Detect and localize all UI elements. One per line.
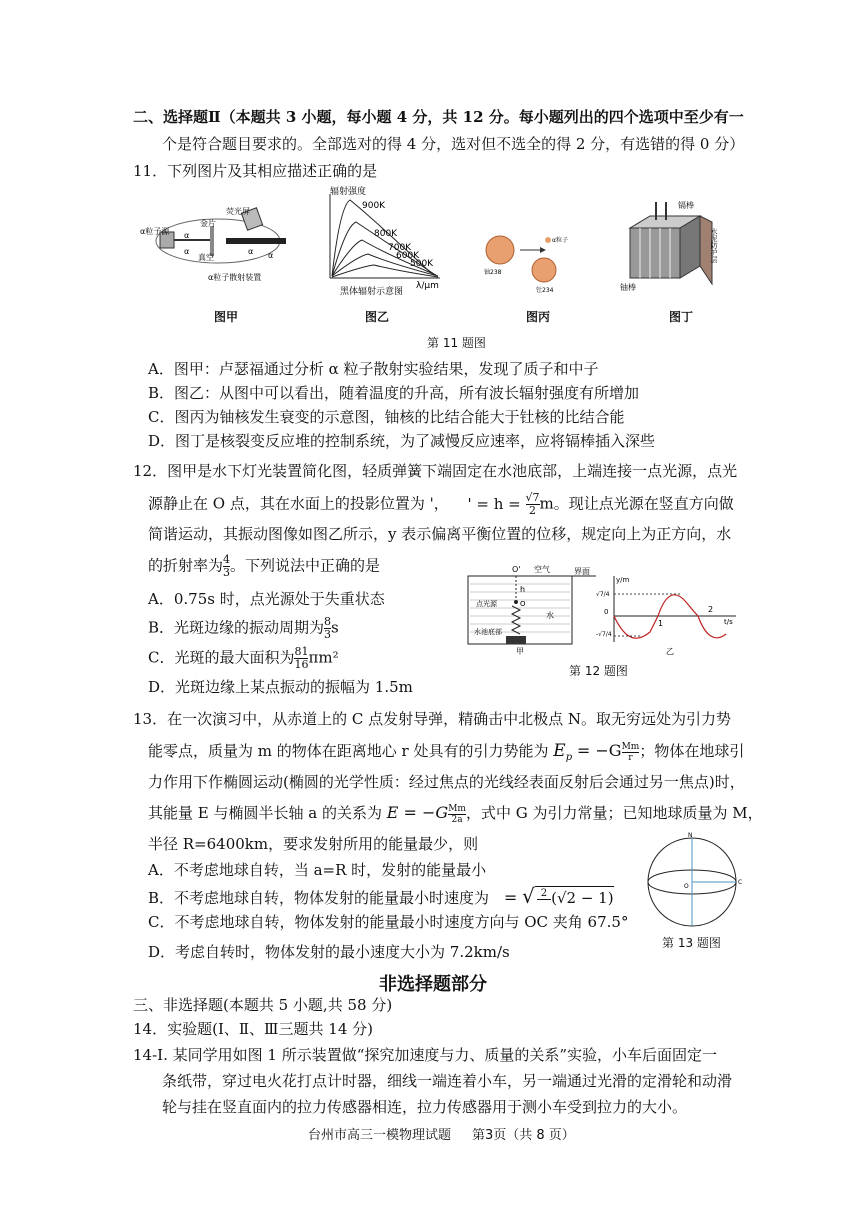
q12-option-b-den: 3: [324, 628, 332, 641]
q13-option-b-eq: =: [503, 888, 518, 907]
q13-eq1-frac: [622, 742, 640, 763]
jia-label-a2: α: [184, 247, 190, 256]
jia-label-a4: α: [268, 251, 274, 260]
q12-fig-air: 空气: [534, 565, 550, 574]
q12-fig-source: 点光源: [476, 600, 497, 608]
section2-text-1: 二、选择题Ⅱ（本题共 3 小题，每小题 4 分，共 12 分。每小题列出的四个选项中至少有一: [133, 108, 744, 126]
q13-fig-C: C: [738, 879, 743, 886]
footer-page: 第3页（共 8 页）: [472, 1128, 575, 1143]
bing-label-alpha: α粒子: [552, 237, 568, 244]
q13-line5: 半径 R=6400km，要求发射所用的能量最少，则: [148, 835, 479, 853]
q11-fig-bing-caption: 图丙: [526, 310, 551, 324]
q11-option-d: D．图丁是核裂变反应堆的控制系统，为了减慢反应速率，应将镉棒插入深些: [148, 432, 656, 450]
q11-option-b: B．图乙：从图中可以看出，随着温度的升高，所有波长辐射强度有所增加: [148, 384, 640, 402]
bing-label-th234: 钍234: [536, 287, 554, 294]
q12-fig-jia-label: 甲: [516, 647, 524, 656]
q12-frac-h: [526, 492, 540, 517]
q13-eq2-frac: [448, 804, 466, 825]
footer-school: 台州市高三一模物理试题: [308, 1128, 452, 1143]
section2-line2: 个是符合题目要求的。全部选对的得 4 分，选对但不选全的得 2 分，有选错的得 0 分）: [162, 135, 745, 153]
q13-ep-sub: p: [565, 752, 573, 763]
q12-fig-bottom: 水池底部: [474, 628, 502, 636]
q12-line4-b: 。下列说法中正确的是: [230, 556, 381, 575]
q12-fig-h: h: [520, 585, 526, 594]
q12-fig-x1: 1: [658, 619, 664, 628]
q12-option-c-unit: πm²: [308, 648, 339, 667]
q12-option-b-num: 8: [324, 615, 332, 628]
q12-option-a: A．0.75s 时，点光源处于失重状态: [148, 590, 385, 608]
q13-line4-b: ，式中 G 为引力常量；已知地球质量为 M，: [465, 804, 763, 822]
q12-option-b-unit: s: [331, 618, 339, 637]
ding-label-cd: 镉棒: [678, 201, 694, 210]
bing-label-u238: 铀238: [484, 269, 502, 276]
q11-figure-bing: [478, 222, 588, 294]
q13-eq1: = −G: [576, 741, 622, 760]
q11-figure-yi: [310, 186, 450, 296]
q11-fig-ding-caption: 图丁: [669, 310, 694, 324]
q11-stem: 11．下列图片及其相应描述正确的是: [133, 162, 378, 180]
q14I-line1: 14-Ⅰ. 某同学用如图 1 所示装置做“探究加速度与力、质量的关系”实验，小车后面固定一: [133, 1046, 718, 1064]
q13-option-b: [148, 885, 614, 911]
q12-line2-c: m。现让点光源在竖直方向做: [539, 494, 734, 513]
jia-label-gold: 金片: [200, 219, 216, 228]
q12-option-c-text: C．光斑的最大面积为: [148, 648, 295, 667]
q13-option-b-rest: (√2 − 1): [551, 889, 614, 907]
q12-line2: [148, 492, 734, 517]
q12-frac-n-num: 4: [223, 553, 231, 566]
q12-fig-x2: 2: [708, 605, 714, 614]
q12-option-c-frac: [294, 646, 308, 671]
ding-label-cement: 水泥防护层: [710, 228, 718, 263]
q12-option-b-frac: [324, 616, 331, 641]
q13-figure-caption: 第 13 题图: [662, 936, 721, 950]
jia-label-vacuum: 真空: [198, 253, 214, 262]
q14-heading: 14．实验题(Ⅰ、Ⅱ、Ⅲ三题共 14 分): [133, 1020, 374, 1038]
q12-option-c: [148, 646, 339, 671]
q13-line2-b: ；物体在地球引: [639, 742, 745, 760]
q12-fig-xlabel: t/s: [724, 618, 733, 626]
yi-curve-700: 700K: [388, 243, 412, 253]
yi-curve-600: 600K: [396, 251, 420, 261]
q11-figure-ding: [620, 198, 730, 294]
yi-curve-800: 800K: [374, 229, 398, 239]
q13-fig-N: N: [688, 832, 693, 839]
q12-figure-jia: [466, 562, 602, 656]
jia-label-a3: α: [248, 247, 254, 256]
q13-eq2: E = −G: [386, 803, 449, 822]
q13-line4: [148, 802, 763, 825]
yi-curve-500: 500K: [410, 259, 434, 269]
q12-line2-a: 源静止在 O 点，其在水面上的投影位置为 '，: [148, 494, 449, 513]
q11-fig-jia-caption: 图甲: [214, 310, 239, 324]
q12-fig-yzero: 0: [604, 608, 609, 616]
q11-option-a: A．图甲：卢瑟福通过分析 α 粒子散射实验结果，发现了质子和中子: [148, 360, 599, 378]
q13-option-a: A．不考虑地球自转，当 a=R 时，发射的能量最小: [148, 861, 487, 879]
q11-figure-jia: [140, 196, 298, 286]
q12-line3: 简谐运动，其振动图像如图乙所示，y 表示偏离平衡位置的位移，规定向上为正方向，水: [148, 525, 732, 543]
q13-option-b-sqrt-sign: √: [522, 884, 535, 908]
q13-eq2-den: 2a: [451, 814, 463, 825]
q13-line2-a: 能零点，质量为 m 的物体在距离地心 r 处具有的引力势能为: [148, 742, 549, 760]
q11-option-c: C．图丙为铀核发生衰变的示意图，铀核的比结合能大于钍核的比结合能: [148, 408, 625, 426]
q13-line1: 13．在一次演习中，从赤道上的 C 点发射导弹，精确击中北极点 N。取无穷远处为引力势: [133, 710, 731, 728]
q13-eq1-num: Mm: [621, 741, 640, 752]
q13-option-b-frac: [537, 888, 551, 911]
q13-eq1-den: r: [628, 752, 633, 763]
yi-ylabel: 辐射强度: [330, 187, 367, 197]
q12-fig-ybot: -√7/4: [596, 631, 612, 638]
q14I-line3: 轮与挂在竖直面内的拉力传感器相连，拉力传感器用于测小车受到拉力的大小。: [162, 1098, 688, 1116]
yi-xlabel: λ/μm: [416, 281, 439, 291]
section2-line1: [133, 106, 744, 128]
q12-line4: [148, 554, 380, 579]
q13-option-b-radicand: [535, 886, 614, 911]
jia-label-device: α粒子散射装置: [208, 273, 262, 282]
yi-curve-900: 900K: [362, 201, 386, 211]
q13-option-b-text: B．不考虑地球自转，物体发射的能量最小时速度为: [148, 889, 490, 907]
section3-heading: 三、非选择题(本题共 5 小题,共 58 分): [133, 996, 393, 1014]
part2-heading: 非选择题部分: [379, 974, 487, 995]
q12-fig-ylabel: y/m: [616, 576, 630, 584]
q13-line2: [148, 740, 744, 769]
q12-fig-O-prime: O': [512, 565, 521, 574]
q12-line4-a: 的折射率为: [148, 556, 224, 575]
q11-figure-caption: 第 11 题图: [427, 336, 486, 350]
q12-frac-n: [223, 554, 230, 579]
q12-option-c-den: 16: [294, 658, 309, 671]
q13-option-c: C．不考虑地球自转，物体发射的能量最小时速度方向与 OC 夹角 67.5°: [148, 913, 629, 931]
q12-frac-h-den: 2: [529, 504, 537, 517]
q13-line4-a: 其能量 E 与椭圆半长轴 a 的关系为: [148, 804, 382, 822]
q12-line1: 12．图甲是水下灯光装置简化图，轻质弹簧下端固定在水池底部，上端连接一点光源，点光: [133, 462, 738, 480]
q12-fig-water: 水: [546, 611, 554, 620]
jia-label-screen: 荧光屏: [226, 207, 250, 216]
q13-ep: E: [553, 741, 566, 761]
q12-figure-yi: [596, 572, 746, 656]
jia-label-a1: α: [184, 231, 190, 240]
q12-fig-interface: 界面: [574, 567, 590, 576]
q12-option-c-num: 81: [294, 645, 309, 658]
q12-fig-yi-label: 乙: [666, 647, 674, 656]
q12-line2-b: ' = h =: [467, 494, 521, 513]
q13-option-b-num: 2: [537, 888, 551, 900]
yi-title: 黑体辐射示意图: [340, 287, 404, 297]
q13-option-d: D．考虑自转时，物体发射的最小速度大小为 7.2km/s: [148, 943, 510, 961]
q11-fig-yi-caption: 图乙: [365, 310, 390, 324]
q13-figure: [642, 832, 746, 930]
q13-eq2-num: Mm: [448, 803, 466, 814]
q13-line3: 力作用下作椭圆运动(椭圆的光学性质：经过焦点的光线经表面反射后会通过另一焦点)时，: [148, 773, 745, 791]
ding-label-u: 铀棒: [620, 283, 636, 292]
q14I-line2: 条纸带，穿过电火花打点计时器，细线一端连着小车，另一端通过光滑的定滑轮和动滑: [162, 1072, 733, 1090]
jia-label-source: α粒子源: [140, 227, 170, 236]
q12-frac-n-den: 3: [223, 566, 231, 579]
q12-option-b-text: B．光斑边缘的振动周期为: [148, 618, 325, 637]
q12-fig-O: O: [520, 600, 526, 608]
q12-option-d: D．光斑边缘上某点振动的振幅为 1.5m: [148, 678, 413, 696]
q12-frac-h-num: √7: [525, 491, 540, 504]
q12-figure-caption: 第 12 题图: [569, 664, 628, 678]
q12-option-b: [148, 616, 339, 641]
q13-fig-O: O: [684, 883, 689, 890]
q12-fig-ytop: √7/4: [596, 591, 610, 598]
